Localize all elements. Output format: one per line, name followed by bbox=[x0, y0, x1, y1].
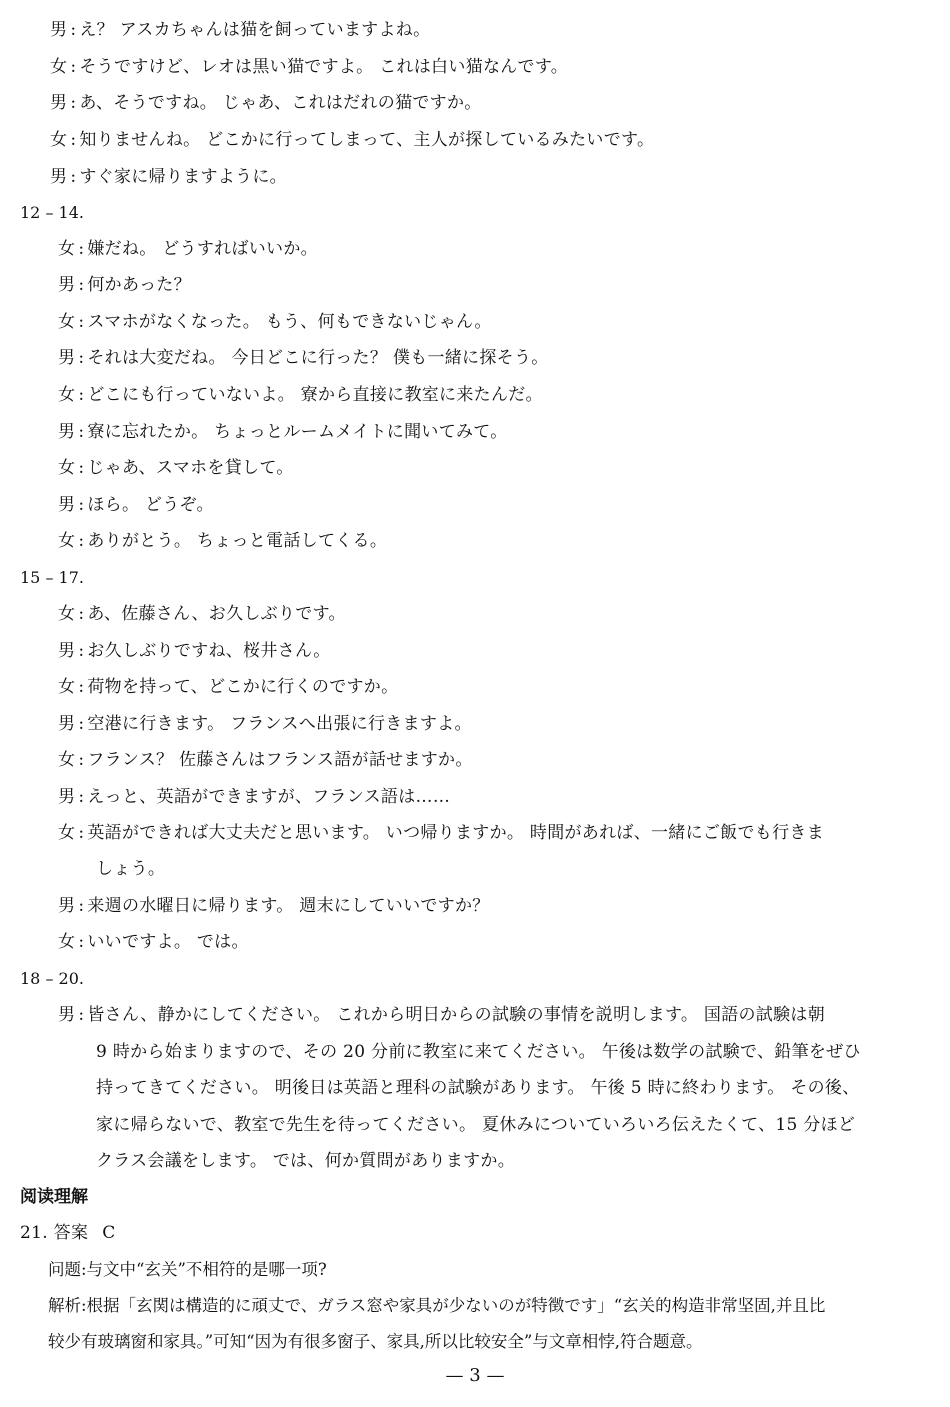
monologue-line: クラス会議をします。 では、何か質問がありますか。 bbox=[96, 1151, 516, 1171]
dialog-line: 女 : 知りませんね。 どこかに行ってしまって、主人が探しているみたいです。 bbox=[50, 130, 655, 150]
dialog-line: 女 : そうですけど、レオは黒い猫ですよ。 これは白い猫なんです。 bbox=[50, 57, 569, 77]
section-number: 18 – 20. bbox=[20, 969, 84, 988]
dialog-line: 男 : 寮に忘れたか。 ちょっとルームメイトに聞いてみて。 bbox=[58, 422, 508, 442]
dialog-line-continued: しょう。 bbox=[96, 859, 166, 879]
dialog-line: 女 : どこにも行っていないよ。 寮から直接に教室に来たんだ。 bbox=[58, 385, 543, 405]
dialog-line: 女 : 英語ができれば大丈夫だと思います。 いつ帰りますか。 時間があれば、一緒にご飯でも行きま bbox=[58, 823, 824, 843]
dialog-line: 男 : 空港に行きます。 フランスへ出張に行きますよ。 bbox=[58, 714, 472, 734]
dialog-line: 男 : 何かあった？ bbox=[58, 275, 191, 295]
dialog-line: 女 : 荷物を持って、どこかに行くのですか。 bbox=[58, 677, 399, 697]
section-number: 12 – 14. bbox=[20, 203, 84, 222]
monologue-line: 家に帰らないで、教室で先生を待ってください。 夏休みについていろいろ伝えたくて、15 分ほど bbox=[96, 1115, 856, 1135]
section-heading: 阅读理解 bbox=[20, 1187, 88, 1207]
monologue-line: 9 時から始まりますので、その 20 分前に教室に来てください。 午後は数学の試験で、鉛筆をぜひ bbox=[96, 1042, 861, 1062]
dialog-line: 女 : フランス？ 佐藤さんはフランス語が話せますか。 bbox=[58, 750, 473, 770]
page-number: — 3 — bbox=[445, 1365, 505, 1386]
monologue-line: 男 : 皆さん、静かにしてください。 これから明日からの試験の事情を説明します。 国語の試験は朝 bbox=[58, 1005, 826, 1025]
dialog-line: 男 : それは大変だね。 今日どこに行った？ 僕も一緒に探そう。 bbox=[58, 348, 549, 368]
dialog-line: 男 : お久しぶりですね、桜井さん。 bbox=[58, 641, 331, 661]
answer-line: 21. 答案 C bbox=[20, 1223, 116, 1243]
dialog-line: 女 : ありがとう。 ちょっと電話してくる。 bbox=[58, 531, 388, 551]
dialog-line: 女 : スマホがなくなった。 もう、何もできないじゃん。 bbox=[58, 312, 492, 332]
dialog-line: 男 : ほら。 どうぞ。 bbox=[58, 495, 214, 515]
dialog-line: 男 : すぐ家に帰りますように。 bbox=[50, 167, 287, 187]
dialog-line: 男 : え？ アスカちゃんは猫を飼っていますよね。 bbox=[50, 20, 431, 40]
monologue-line: 持ってきてください。 明後日は英語と理科の試験があります。 午後 5 時に終わります。 その後、 bbox=[96, 1078, 860, 1098]
answer-value: C bbox=[102, 1223, 116, 1243]
dialog-line: 女 : あ、佐藤さん、お久しぶりです。 bbox=[58, 604, 346, 624]
section-number: 15 – 17. bbox=[20, 568, 84, 587]
question-line: 问题:与文中“玄关”不相符的是哪一项? bbox=[48, 1260, 327, 1279]
dialog-line: 女 : いいですよ。 では。 bbox=[58, 932, 249, 952]
analysis-line: 解析:根据「玄関は構造的に頑丈で、ガラス窓や家具が少ないのが特徴です」“玄关的构造非常坚固,并且比 bbox=[48, 1296, 826, 1315]
dialog-line: 男 : えっと、英語ができますが、フランス語は…… bbox=[58, 787, 451, 807]
analysis-line: 较少有玻璃窗和家具。”可知“因为有很多窗子、家具,所以比较安全”与文章相悖,符合题意。 bbox=[48, 1332, 703, 1351]
dialog-line: 女 : 嫌だね。 どうすればいいか。 bbox=[58, 239, 318, 259]
dialog-line: 女 : じゃあ、スマホを貸して。 bbox=[58, 458, 294, 478]
dialog-line: 男 : あ、そうですね。 じゃあ、これはだれの猫ですか。 bbox=[50, 93, 482, 113]
dialog-line: 男 : 来週の水曜日に帰ります。 週末にしていいですか？ bbox=[58, 896, 490, 916]
